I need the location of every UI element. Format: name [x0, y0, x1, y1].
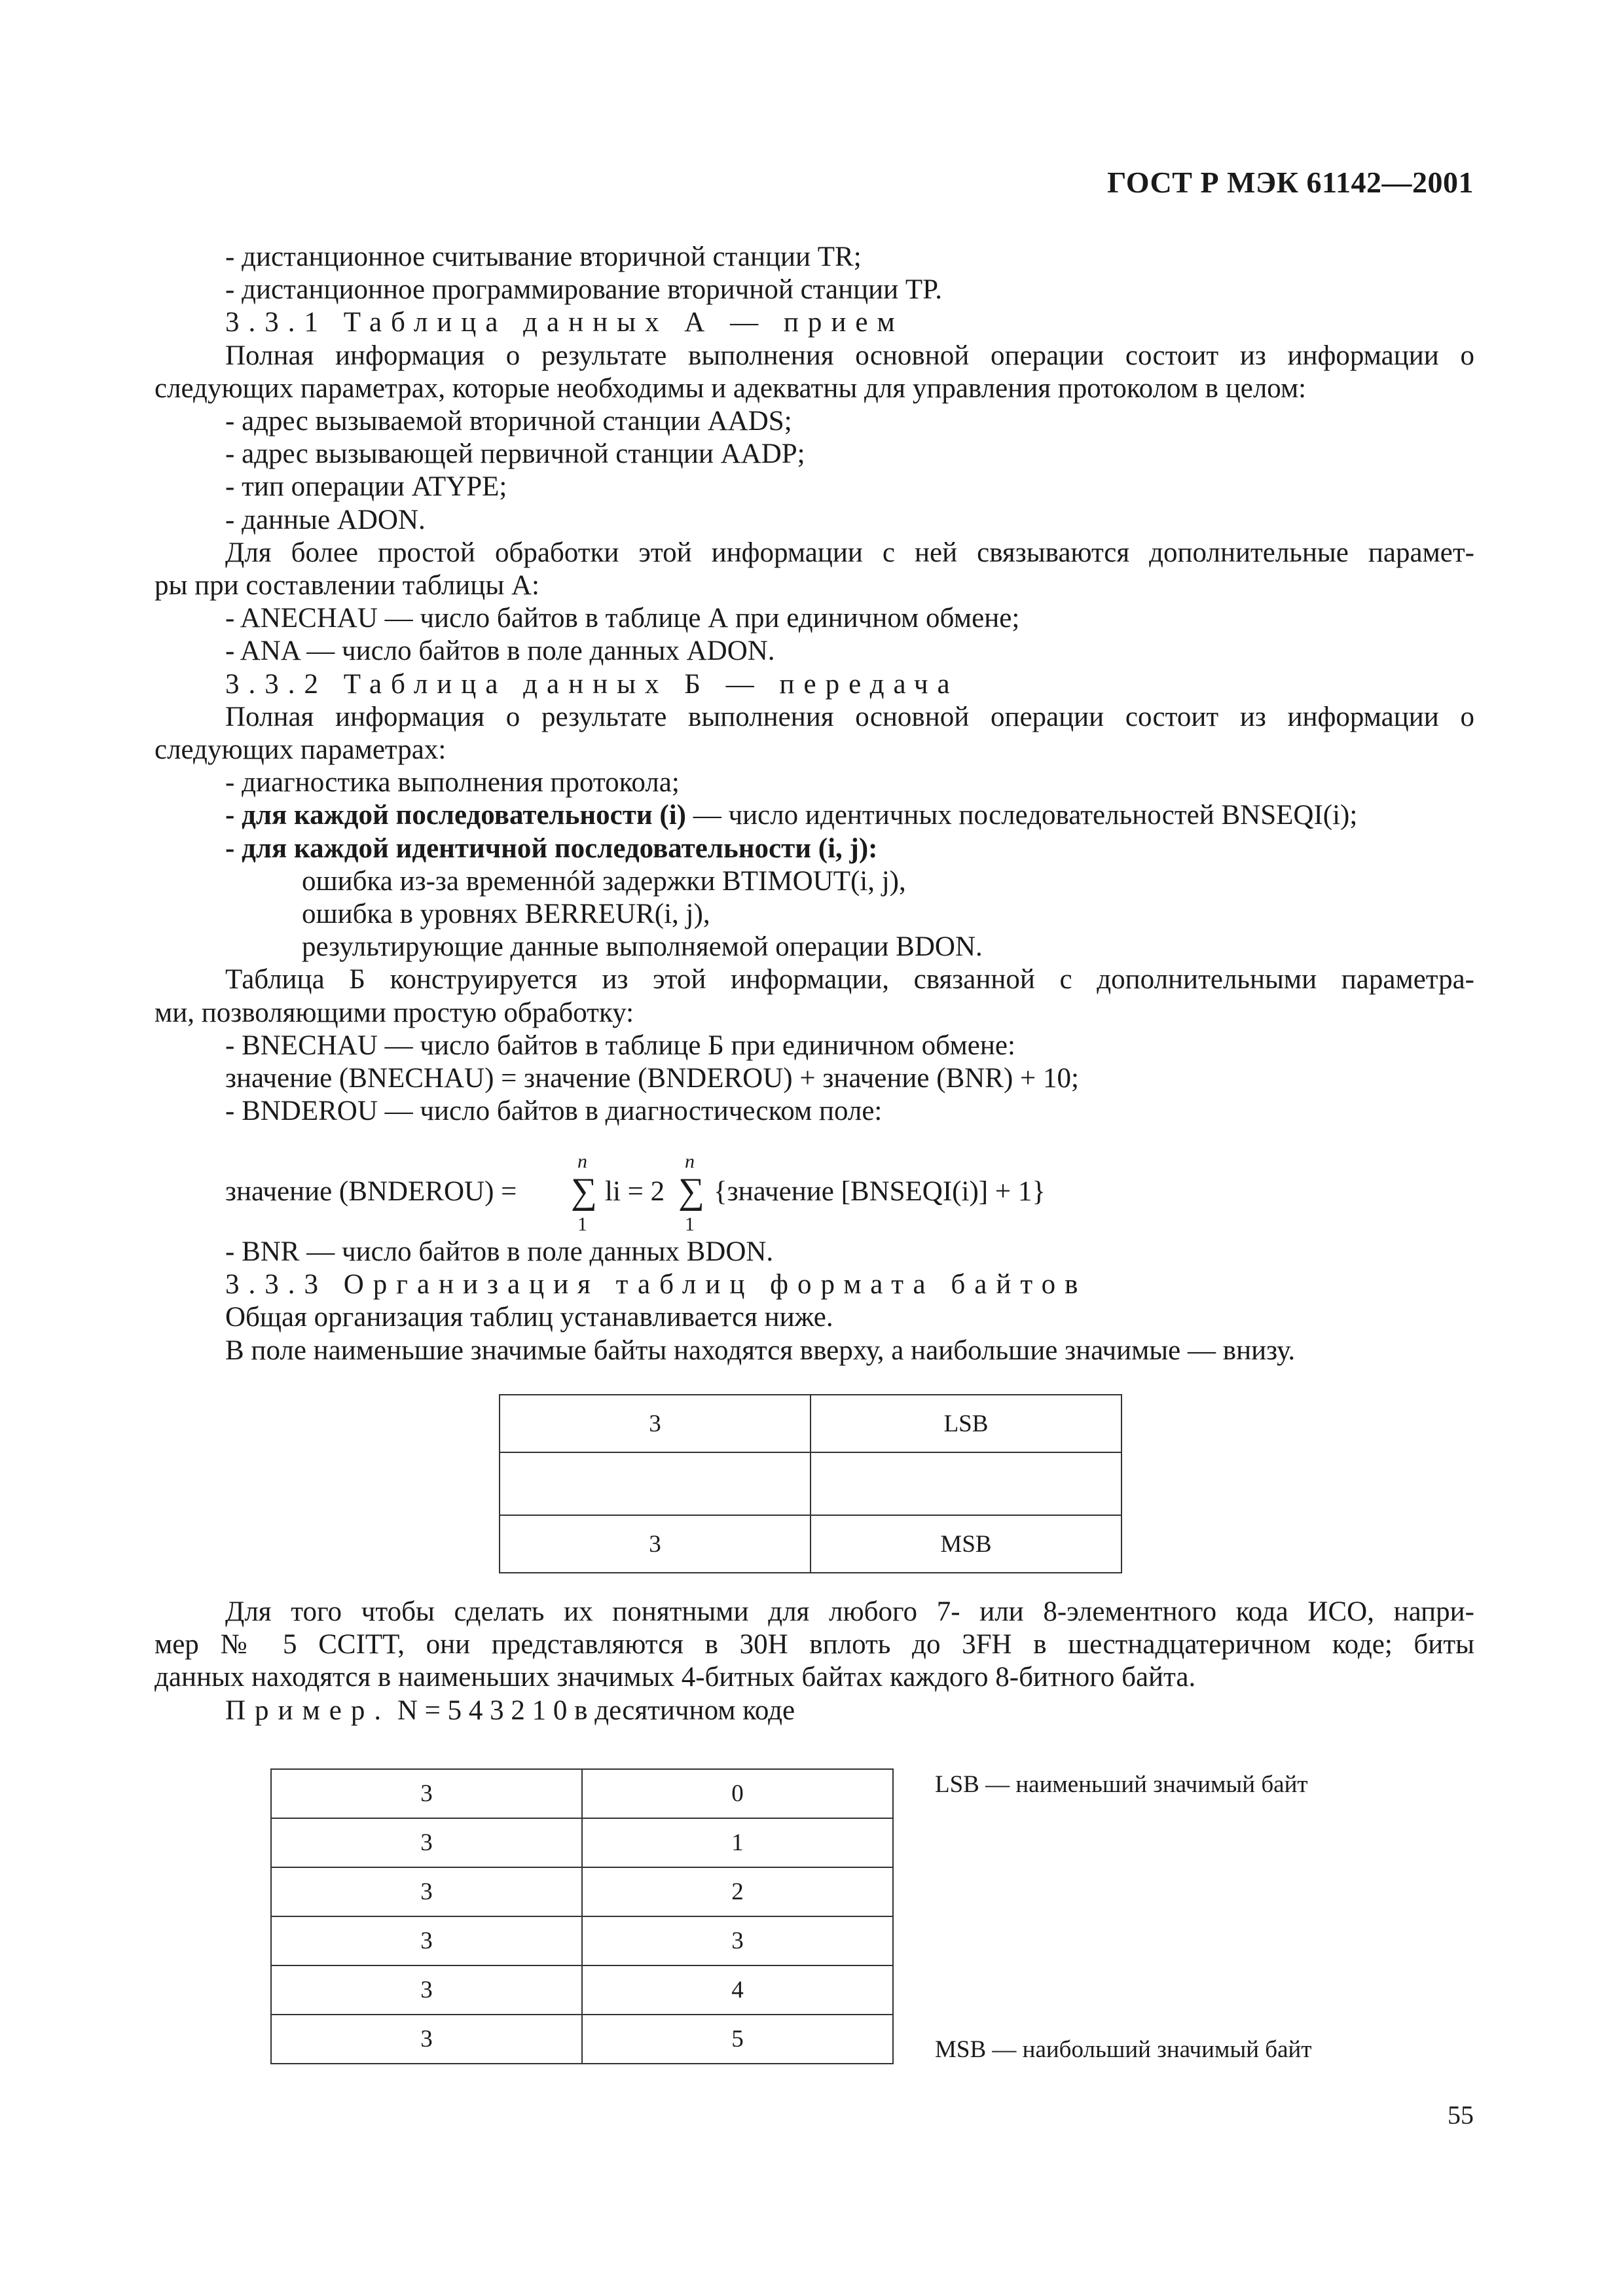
table-cell: 5: [582, 2015, 893, 2064]
example-label: Пример.: [225, 1695, 391, 1726]
paragraph-line: Полная информация о результате выполнения основной операции состоит из информации о: [225, 340, 1474, 371]
table-cell: MSB: [811, 1515, 1122, 1573]
table-row: [500, 1452, 1122, 1515]
msb-note: MSB — наибольший значимый байт: [935, 2036, 1312, 2063]
list-item: - ANA — число байтов в поле данных ADON.: [225, 636, 775, 667]
table-row: [271, 1867, 893, 1916]
list-item: [155, 799, 1474, 832]
table-cell: 3: [500, 1395, 811, 1452]
paragraph-line: В поле наименьшие значимые байты находятся вверху, а наибольшие значимые — внизу.: [225, 1335, 1296, 1366]
table-cell: LSB: [811, 1395, 1122, 1452]
page-number: 55: [1448, 2100, 1474, 2130]
example-byte-table: [270, 1768, 894, 2064]
list-item: - ANECHAU — число байтов в таблице А при единичном обмене;: [225, 603, 1020, 634]
sum-upper-limit: n: [577, 1151, 587, 1172]
table-cell: 0: [582, 1769, 893, 1818]
body-text-section-1: [155, 241, 1474, 1128]
paragraph-line: - дистанционное считывание вторичной станции TR;: [225, 242, 862, 272]
list-item: - диагностика выполнения протокола;: [225, 767, 680, 798]
example-text: N = 5 4 3 2 1 0 в десятичном коде: [397, 1695, 795, 1726]
table-cell: 3: [582, 1916, 893, 1965]
table-cell: 4: [582, 1965, 893, 2015]
sum-formula: [225, 1151, 1338, 1236]
subsection-heading-3-3-2: 3.3.2 Таблица данных Б — передача: [225, 668, 959, 700]
table-cell: [500, 1452, 811, 1515]
table-row: [500, 1395, 1122, 1452]
sigma-icon: ∑: [571, 1171, 597, 1211]
table-cell: 1: [582, 1818, 893, 1867]
table-row: [271, 1916, 893, 1965]
bold-term: - для каждой последовательности (i): [225, 800, 686, 831]
paragraph-line: - дистанционное программирование вторичной станции TP.: [225, 274, 943, 306]
formula-term-2: {значение [BNSEQI(i)] + 1}: [714, 1176, 1046, 1207]
body-text-section-2: [155, 1236, 1474, 1367]
table-cell: 3: [271, 1818, 582, 1867]
list-item: - BNR — число байтов в поле данных BDON.: [225, 1236, 774, 1267]
paragraph-line: Для того чтобы сделать их понятными для любого 7- или 8-элементного кода ИСО, напри-: [225, 1596, 1474, 1627]
paragraph-line: мер № 5 CCITT, они представляются в 30H вплоть до 3FH в шестнадцатеричном коде; биты: [155, 1629, 1474, 1660]
paragraph-line: ры при составлении таблицы А:: [155, 570, 539, 601]
body-text-section-3: [155, 1596, 1474, 1727]
table-cell: 3: [271, 1916, 582, 1965]
list-item-text: — число идентичных последовательностей BNSEQI(i);: [686, 800, 1358, 831]
byte-format-table: [499, 1394, 1122, 1573]
paragraph-line: данных находятся в наименьших значимых 4-битных байтах каждого 8-битного байта.: [155, 1662, 1196, 1693]
table-row: [271, 1818, 893, 1867]
list-item: - адрес вызываемой вторичной станции AADS;: [225, 406, 792, 437]
list-item: - тип операции ATYPE;: [225, 471, 507, 503]
formula-term-1: li = 2: [605, 1176, 665, 1207]
lsb-note: LSB — наименьший значимый байт: [935, 1771, 1308, 1798]
paragraph-line: ми, позволяющими простую обработку:: [155, 997, 634, 1028]
sub-list-item: результирующие данные выполняемой операции BDON.: [302, 931, 983, 963]
formula-line: значение (BNECHAU) = значение (BNDEROU) + значение (BNR) + 10;: [225, 1063, 1080, 1094]
paragraph-line: Таблица Б конструируется из этой информации, связанной с дополнительными параметра-: [225, 964, 1474, 996]
sum-upper-limit: n: [685, 1151, 695, 1172]
table-cell: 3: [271, 1965, 582, 2015]
formula-lhs: значение (BNDEROU) =: [225, 1176, 517, 1207]
document-code-header: ГОСТ Р МЭК 61142—2001: [1107, 166, 1474, 199]
table-cell: 3: [271, 1867, 582, 1916]
list-item: - данные ADON.: [225, 504, 426, 535]
table-row: [500, 1515, 1122, 1573]
table-cell: [811, 1452, 1122, 1515]
paragraph-line: следующих параметрах, которые необходимы и адекватны для управления протоколом в целом:: [155, 372, 1307, 404]
paragraph-line: Для более простой обработки этой информации с ней связываются дополнительные парамет-: [225, 537, 1474, 568]
list-item: - BNECHAU — число байтов в таблице Б при единичном обмене:: [225, 1030, 1015, 1061]
paragraph-line: следующих параметрах:: [155, 734, 447, 766]
list-item-bold: - для каждой идентичной последовательности (i, j):: [225, 833, 878, 864]
paragraph-line: Полная информация о результате выполнения основной операции состоит из информации о: [225, 701, 1474, 732]
paragraph-line: Общая организация таблиц устанавливается ниже.: [225, 1302, 833, 1333]
table-row: [271, 1965, 893, 2015]
sub-list-item: ошибка из-за временнóй задержки BTIMOUT(i, j),: [302, 865, 906, 897]
list-item: - адрес вызывающей первичной станции AADP;: [225, 439, 805, 470]
sub-list-item: ошибка в уровнях BERREUR(i, j),: [302, 899, 710, 930]
table-cell: 2: [582, 1867, 893, 1916]
list-item: - BNDEROU — число байтов в диагностическом поле:: [225, 1096, 883, 1127]
table-cell: 3: [271, 1769, 582, 1818]
sigma-icon: ∑: [678, 1171, 704, 1211]
subsection-heading-3-3-1: 3.3.1 Таблица данных А — прием: [225, 307, 904, 338]
table-cell: 3: [271, 2015, 582, 2064]
subsection-heading-3-3-3: 3.3.3 Организация таблиц формата байтов: [225, 1269, 1087, 1300]
example-line: [155, 1695, 1474, 1727]
table-row: [271, 1769, 893, 1818]
sum-lower-limit: 1: [685, 1213, 695, 1235]
table-row: [271, 2015, 893, 2064]
table-cell: 3: [500, 1515, 811, 1573]
sum-lower-limit: 1: [577, 1213, 587, 1235]
